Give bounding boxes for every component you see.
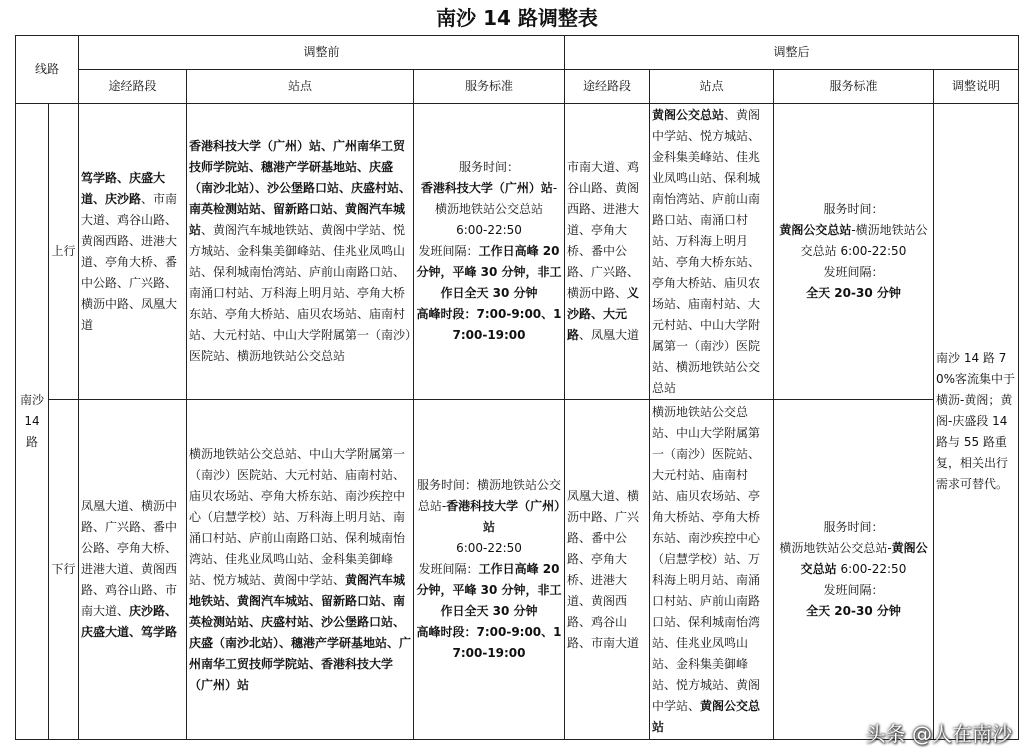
down-before-stops bbox=[187, 400, 414, 740]
up-before-time-route-bold: 香港科技大学（广州）站 bbox=[420, 181, 553, 195]
up-before-time-route-rest: -横沥地铁站公交总站 bbox=[434, 181, 558, 216]
header-after: 调整后 bbox=[565, 36, 1019, 70]
down-before-stops-segment: 横沥地铁站公交总站、中山大学附属第一（南沙）医院站、大元村站、庙南村站、庙贝农场站、亭角大桥东站、南沙疾控中心（启慧学校）站、万科海上明月站、南涌口村站、庐前山南路口站、保利城南怡湾站、佳兆业凤鸣山站、金科集美御峰站、悦方城站、黄阁中学站、 bbox=[189, 446, 406, 587]
up-after-route-segment: 、凤凰大道 bbox=[579, 328, 640, 342]
header-after-service: 服务标准 bbox=[774, 70, 934, 104]
down-before-interval-value: 工作日高峰 20 分钟，平峰 30 分钟，非工作日全天 30 分钟 bbox=[416, 562, 562, 618]
header-note: 调整说明 bbox=[934, 70, 1019, 104]
up-before-interval-label: 发班间隔： bbox=[418, 244, 479, 258]
header-before-route: 途经路段 bbox=[79, 70, 187, 104]
up-after-stops-segment: 、黄阁中学站、悦方城站、金科集美峰站、佳兆业凤鸣山站、保利城南怡湾站、庐前山南路口站、南涌口村站、万科海上明月站、亭角大桥东站、亭角大桥站、庙贝农场站、庙南村站、大元村站、中山大学附属第一（南沙）医院站、横沥地铁站公交总站 bbox=[652, 107, 761, 395]
up-after-route bbox=[565, 104, 650, 400]
down-before-stops-segment: 黄阁汽车城地铁站、黄阁汽车城站、留新路口站、南英检测站站、庆盛村站、沙公堡路口站、庆盛（南沙北站）、穗港产学研基地站、广州南华工贸技师学院站、香港科技大学（广州）站 bbox=[189, 572, 412, 692]
down-after-interval-value: 全天 20-30 分钟 bbox=[806, 604, 901, 618]
up-before-route bbox=[79, 104, 187, 400]
header-before-stops: 站点 bbox=[187, 70, 414, 104]
up-after-route-segment: 义沙路、大元路 bbox=[567, 286, 640, 342]
down-after-stops-segment: 横沥地铁站公交总站、中山大学附属第一（南沙）医院站、大元村站、庙南村站、庙贝农场站、亭角大桥站、亭角大桥东站、南沙疾控中心（启慧学校）站、万科海上明月站、南涌口村站、庐前山南路口站、保利城南怡湾站、佳兆业凤鸣山站、金科集美御峰站、悦方城站、黄阁中学站、 bbox=[652, 404, 761, 713]
down-after-interval-label: 发班间隔： bbox=[823, 583, 884, 597]
up-before-stops-segment: 、黄阁汽车城地铁站、黄阁中学站、悦方城站、金科集美御峰站、佳兆业凤鸣山站、保利城南怡湾站、庐前山南路口站、南涌口村站、万科海上明月站、亭角大桥东站、亭角大桥站、庙贝农场站、庙南村站、大元村站、中山大学附属第一（南沙）医院站、横沥地铁站公交总站 bbox=[189, 223, 412, 363]
header-after-stops: 站点 bbox=[650, 70, 774, 104]
up-after-service bbox=[774, 104, 934, 400]
header-before: 调整前 bbox=[79, 36, 565, 70]
down-after-time-route-bold: 黄阁公交总站 bbox=[800, 541, 928, 576]
up-after-time-label: 服务时间： bbox=[823, 202, 884, 216]
up-before-interval-value: 工作日高峰 20 分钟，平峰 30 分钟，非工作日全天 30 分钟 bbox=[416, 244, 562, 300]
down-before-peak-value: 7:00-9:00、17:00-19:00 bbox=[452, 625, 562, 660]
direction-up: 上行 bbox=[49, 104, 79, 400]
down-before-service bbox=[414, 400, 565, 740]
adjustment-note: 南沙 14 路 70%客流集中于横沥-黄阁；黄阁-庆盛段 14 路与 55 路重复，相关出行需求可替代。 bbox=[934, 104, 1019, 740]
line-name: 南沙 14 路 bbox=[16, 104, 49, 740]
down-after-route bbox=[565, 400, 650, 740]
up-after-stops-segment: 黄阁公交总站 bbox=[652, 107, 725, 122]
down-before-time-route-bold: 香港科技大学（广州）站 bbox=[446, 499, 561, 534]
up-before-stops-segment: 香港科技大学（广州）站、广州南华工贸技师学院站、穗港产学研基地站、庆盛（南沙北站）、沙公堡路口站、庆盛村站、南英检测站站、留新路口站、黄阁汽车城站 bbox=[189, 139, 412, 237]
down-after-service bbox=[774, 400, 934, 740]
down-before-route bbox=[79, 400, 187, 740]
down-after-route-segment: 凤凰大道、横沥中路、广兴路、番中公路、亭角大桥、进港大道、黄阁西路、鸡谷山路、市南大道 bbox=[567, 488, 640, 650]
up-after-interval-label: 发班间隔： bbox=[823, 265, 884, 279]
down-after-time-route-rest: 横沥地铁站公交总站- bbox=[779, 541, 892, 555]
down-after-stops-segment: 黄阁公交总站 bbox=[652, 698, 761, 734]
down-before-hours: 6:00-22:50 bbox=[456, 541, 522, 555]
header-line: 线路 bbox=[16, 36, 79, 104]
direction-down: 下行 bbox=[49, 400, 79, 740]
down-after-stops bbox=[650, 400, 774, 740]
adjustment-table bbox=[15, 35, 1019, 740]
down-before-peak-label: 高峰时段： bbox=[416, 625, 477, 639]
header-before-service: 服务标准 bbox=[414, 70, 565, 104]
up-after-time-route-bold: 黄阁公交总站 bbox=[779, 223, 852, 237]
up-before-route-segment: 、市南大道、鸡谷山路、黄阁西路、进港大道、亭角大桥、番中公路、广兴路、横沥中路、凤凰大道 bbox=[81, 191, 178, 332]
up-before-time-label: 服务时间： bbox=[458, 160, 519, 174]
up-before-peak-label: 高峰时段： bbox=[416, 307, 477, 321]
watermark-text: 头条 @人在南沙 bbox=[865, 722, 1012, 746]
up-after-stops bbox=[650, 104, 774, 400]
down-before-route-segment: 凤凰大道、横沥中路、广兴路、番中公路、亭角大桥、进港大道、黄阁西路、鸡谷山路、市南大道、 bbox=[81, 499, 178, 618]
down-after-hours: 6:00-22:50 bbox=[836, 562, 907, 576]
page-title: 南沙 14 路调整表 bbox=[436, 6, 598, 30]
down-before-route-segment: 庆沙路、庆盛大道、笃学路 bbox=[81, 604, 178, 639]
up-after-route-segment: 市南大道、鸡谷山路、黄阁西路、进港大道、亭角大桥、番中公路、广兴路、横沥中路、 bbox=[567, 160, 640, 300]
up-before-route-segment: 笃学路、庆盛大道、庆沙路 bbox=[81, 170, 166, 206]
down-after-time-label: 服务时间： bbox=[823, 520, 884, 534]
down-before-time-label: 服务时间：横沥地铁站公交总站- bbox=[416, 478, 561, 513]
up-before-peak-value: 7:00-9:00、17:00-19:00 bbox=[452, 307, 562, 342]
up-before-hours: 6:00-22:50 bbox=[456, 223, 522, 237]
down-before-interval-label: 发班间隔： bbox=[418, 562, 479, 576]
up-before-service bbox=[414, 104, 565, 400]
up-before-stops bbox=[187, 104, 414, 400]
header-after-route: 途经路段 bbox=[565, 70, 650, 104]
up-after-time-route-rest: -横沥地铁站公交总站 6:00-22:50 bbox=[800, 223, 928, 258]
up-after-interval-value: 全天 20-30 分钟 bbox=[806, 286, 901, 300]
